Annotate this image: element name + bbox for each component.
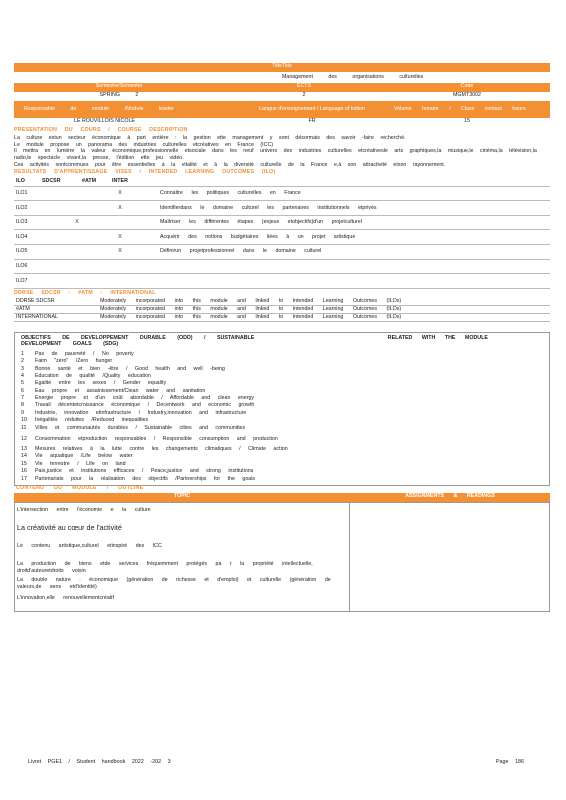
sdg-text: Education de qualité /Quality education	[35, 372, 151, 379]
sdg-text: Consommation etproduction responsables / Responsible consumption and production	[35, 435, 278, 442]
ilo-row	[14, 230, 550, 245]
dimension-text: Moderately incorporated into this module and linked to Intended Learning Outcomes (ILOs)	[100, 297, 402, 304]
sdg-text: Faim "zéro" /Zero hunger	[35, 358, 113, 365]
dimension-row	[14, 298, 550, 306]
sdg-item	[19, 351, 545, 358]
footer-page-number: 186	[515, 759, 524, 765]
sdg-number: 1	[21, 350, 24, 357]
ilo-atm-mark: X	[118, 190, 122, 197]
sdg-number: 13	[21, 446, 27, 453]
sdg-item	[19, 432, 545, 446]
topic-item: L'intersection entre l'économie e la culture	[17, 506, 151, 513]
presentation-body	[14, 135, 550, 169]
module-sheet	[14, 63, 550, 612]
hours-value: 15	[464, 118, 470, 124]
ilo-row	[14, 274, 550, 289]
sdg-item	[19, 453, 545, 460]
topic-item: La production de biens etde services fréquemment protégés pa r la propriété intellectuelle, droitd'auteuretdroits voisin	[17, 560, 313, 574]
sdg-text: Villes et communautés durables / Sustainable cities and communities	[35, 424, 246, 431]
footer-page-label: Page	[495, 759, 509, 765]
sdg-number: 12	[21, 435, 27, 442]
sdg-item	[19, 461, 545, 468]
dimension-row	[14, 314, 550, 322]
ilo-id: ILO6	[16, 263, 28, 270]
dimension-name: DDRSE SDCSR	[16, 297, 55, 304]
content-body	[15, 503, 549, 611]
sdg-number: 4	[21, 372, 24, 379]
language-value: FR	[308, 118, 316, 124]
semester-label: Semestre/Semester	[95, 83, 143, 89]
ilo-id: ILO3	[16, 219, 28, 226]
assignments-column	[350, 503, 549, 611]
module-title: Management des organisations culturelles	[282, 74, 424, 81]
dimension-text: Moderately incorporated into this module and linked to Intended Learning Outcomes (ILOs)	[100, 305, 402, 312]
ilo-id: ILO5	[16, 248, 28, 255]
ilo-row	[14, 245, 550, 260]
sdg-number: 11	[21, 424, 27, 431]
sdg-item	[19, 402, 545, 409]
sdg-text: Energie propre et d'un coût abordable / Affordable and clean energy	[35, 395, 255, 402]
sdg-text: Industrie, innovation etinfrastructure / Industry,innovation and infrastructure	[35, 409, 247, 416]
ilo-heading: RESULTATS D'APPRENTISSAGE VISES / INTENDED LEARNING OUTCOMES (ILO)	[14, 168, 276, 175]
topics-column	[15, 503, 350, 611]
sdg-number: 17	[21, 475, 27, 482]
topic-item: Le contenu artistique,culturel etinspiré des ICC	[17, 542, 162, 549]
title-row	[14, 72, 550, 83]
ilo-header-row	[14, 177, 550, 187]
ilo-atm-mark: X	[118, 233, 122, 240]
page-footer	[28, 759, 524, 765]
ilo-row	[14, 260, 550, 275]
ilo-col-id: ILO	[16, 177, 25, 184]
sdg-number: 5	[21, 380, 24, 387]
title-label-row	[14, 63, 550, 72]
sdg-number: 9	[21, 409, 24, 416]
ilo-table	[14, 187, 550, 289]
code-label: Code	[460, 83, 474, 89]
dimension-row	[14, 306, 550, 314]
ilo-id: ILO7	[16, 277, 28, 284]
code-value: MGMT3002	[453, 92, 481, 98]
leader-value: LE ROUVILLOIS NICOLE	[74, 118, 135, 124]
presentation-line: La culture estun secteur économique à part entière : la gestion ette management y sont désormais des savoir -faire recherché.	[14, 135, 406, 141]
ilo-row	[14, 187, 550, 202]
ilo-text: Connaitre les politiques culturelles en France	[160, 190, 301, 197]
dimension-name: INTERNATIONAL	[16, 313, 58, 320]
presentation-line: Le module propose un panorama des industries culturelles etcréatives en France (ICC)	[14, 141, 274, 148]
content-header-row	[14, 493, 550, 502]
sdg-number: 3	[21, 365, 24, 372]
hours-label: Volume horaire / Class contact hours	[394, 106, 526, 113]
sdg-number: 14	[21, 453, 27, 460]
sdg-header-left: OBJECTIFS DE DEVELOPPEMENT DURABLE (ODD) / SUSTAINABLE DEVELOPMENT GOALS (SDG)	[21, 334, 255, 348]
ilo-col-sdcsr: SDCSR	[42, 177, 61, 184]
presentation-heading: PRESENTATION DU COURS / COURSE DESCRIPTION	[14, 127, 188, 133]
sdg-text: Vie terrestre / Life on land	[35, 460, 126, 467]
footer-handbook: Livret PGE1 / Student handbook 2022 -202 3	[28, 759, 171, 765]
meta-label-row	[14, 83, 550, 92]
leader-label-row	[14, 101, 550, 118]
sdg-item	[19, 446, 545, 453]
sdg-header-right: RELATED WITH THE MODULE	[387, 334, 488, 341]
ects-value: 2	[302, 92, 306, 98]
sdg-number: 7	[21, 395, 24, 402]
ilo-sdcsr-mark: X	[75, 219, 79, 226]
sdg-item	[19, 425, 545, 432]
dimension-text: Moderately incorporated into this module and linked to Intended Learning Outcomes (ILOs)	[100, 313, 402, 320]
sdg-number: 15	[21, 460, 27, 467]
footer-page	[496, 759, 524, 765]
ilo-col-atm: #ATM	[82, 177, 97, 184]
ilo-id: ILO2	[16, 204, 28, 211]
ilo-row	[14, 201, 550, 216]
content-table	[14, 502, 550, 612]
title-label: TitleTitle	[272, 63, 292, 69]
sdg-text: Pas de pauvreté / No poverty	[35, 350, 134, 357]
content-heading: CONTENU DU MODULE / OUTLINE	[16, 484, 144, 491]
topic-item: La créativité au cœur de l'activité	[17, 522, 122, 532]
ilo-col-inter: INTER	[112, 177, 128, 184]
leader-value-row	[14, 118, 550, 127]
ilo-text: Identifierdans le domaine culturel les partenaires institutionnels etprivés	[160, 204, 377, 211]
presentation-line: Ces activités sontcommues pour être essentielles à la vitalité et à la diversité culturelle de la France e,à son attractivité etson rayonnement.	[14, 161, 446, 168]
ects-label: ECTS	[296, 83, 312, 89]
dimension-name: #ATM	[16, 305, 30, 312]
sdg-text: Paix,justice et institutions efficaces / Peace,justice and strong institutions	[35, 468, 254, 475]
sdg-item	[19, 395, 545, 402]
ilo-id: ILO4	[16, 233, 28, 240]
ilo-atm-mark: X	[118, 248, 122, 255]
leader-label: Responsable de module /Module leader	[24, 106, 174, 113]
topic-header: TOPIC	[173, 492, 191, 499]
sdg-text: Egalité entre les sexes / Gender equality	[35, 380, 167, 387]
sdg-header	[19, 335, 545, 351]
sdg-number: 10	[21, 417, 27, 424]
sdg-item	[19, 380, 545, 387]
dimensions-table	[14, 298, 550, 322]
presentation-line: Il mettra en lumière la valeur économique,professionnelle etsociale dans les neuf univers des industries culturelles etcréativesle arts graphiques,la musique,le cinéma,la télévision,la radio,le spectacle vivant,la presse, l'édition ette jeu vidéo.	[14, 148, 537, 162]
sdg-text: Mesures relatives à la lutte contre les changements climatiques / Climate action	[35, 446, 288, 453]
dimensions-heading: DDRSE SDCSR - #ATM - INTERNATIONAL	[14, 289, 156, 296]
ilo-id: ILO1	[16, 190, 28, 197]
sdg-text: Inégalités réduites /Reduced inequalities	[35, 417, 149, 424]
language-label: Langue d'enseignement / Language of tuition	[259, 106, 365, 113]
assignments-header: ASSIGNMENTS & READINGS	[405, 492, 495, 499]
sdg-item	[19, 366, 545, 373]
topic-item: L'innovation,elle renouvellementcréatif	[17, 594, 114, 601]
sdg-number: 2	[21, 358, 24, 365]
sdg-text: Travail décentetcroissance économique / Decentwork and economic growth	[35, 402, 255, 409]
ilo-row	[14, 216, 550, 231]
sdg-item	[19, 410, 545, 417]
sdg-text: Vie aquatique /Life below water	[35, 453, 133, 460]
semester-value: SPRING 2	[99, 92, 139, 98]
ilo-text: Définirun projetprofessionnel dans le domaine culturel	[160, 248, 322, 255]
sdg-item	[19, 358, 545, 365]
sdg-number: 6	[21, 387, 24, 394]
sdg-list	[19, 351, 545, 483]
sdg-box	[14, 332, 550, 486]
sdg-text: Eau propre et assainissement/Clean water and sanitation	[35, 387, 206, 394]
ilo-atm-mark: X	[118, 204, 122, 211]
sdg-item	[19, 373, 545, 380]
sdg-item	[19, 476, 545, 483]
sdg-text: Partenariats pour la réalisation des objectifs /Partnerships for the goals	[35, 475, 256, 482]
sdg-number: 16	[21, 468, 27, 475]
sdg-item	[19, 388, 545, 395]
ilo-text: Maîtriser les différentes étapes (enjeux etobjectifs)d'un projetculturel	[160, 219, 362, 226]
ilo-text: Acquérir des notions budgétaires liées à un projet artistique	[160, 233, 356, 240]
sdg-number: 8	[21, 402, 24, 409]
meta-value-row	[14, 92, 550, 101]
sdg-item	[19, 417, 545, 424]
sdg-item	[19, 468, 545, 475]
topic-item: La double nature : économique (génération de richesse et d'emploi) et culturelle (génération de valeurs,de sens etd'identité)	[17, 576, 331, 590]
sdg-text: Bonne santé et bien -être / Good health and well -being	[35, 365, 225, 372]
